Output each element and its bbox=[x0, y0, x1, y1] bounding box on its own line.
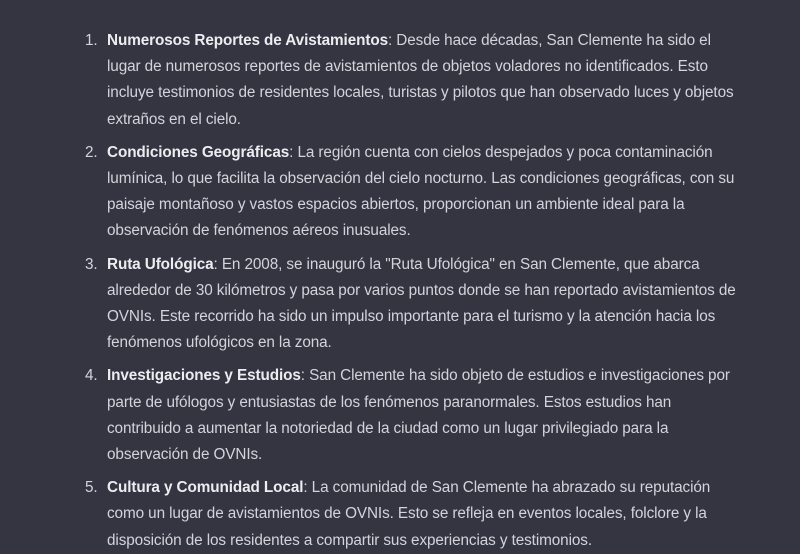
list-item bbox=[80, 140, 740, 245]
list-item bbox=[80, 252, 740, 357]
list-item-text: : La región cuenta con cielos despejados y poca contaminación lumínica, lo que facilita la observación del cielo nocturno. Las condiciones geográficas, con su paisaje montañoso y vastos espacios abiertos, proporcionan un ambiente ideal para la observación de fenómenos aéreos inusuales. bbox=[107, 143, 735, 240]
list-item-number: 3. bbox=[85, 255, 98, 273]
list-item-title: Cultura y Comunidad Local bbox=[107, 479, 304, 497]
list-item-text: : En 2008, se inauguró la "Ruta Ufológica" en San Clemente, que abarca alrededor de 30 kilómetros y pasa por varios puntos donde se han reportado avistamientos de OVNIs. Este recorrido ha sido un impulso importante para el turismo y la atención hacia los fenómenos ufológicos en la zona. bbox=[107, 255, 736, 352]
list-item-title: Investigaciones y Estudios bbox=[107, 367, 301, 385]
list-item bbox=[80, 28, 740, 133]
list-item-text: : San Clemente ha sido objeto de estudios e investigaciones por parte de ufólogos y entusiastas de los fenómenos paranormales. Estos estudios han contribuido a aumentar la notoriedad de la ciudad como un lugar privilegiado para la observación de OVNIs. bbox=[107, 367, 730, 464]
list-item-number: 2. bbox=[85, 143, 98, 161]
list-item-number: 1. bbox=[85, 32, 98, 49]
list-item bbox=[80, 475, 740, 554]
list-item-title: Condiciones Geográficas bbox=[107, 143, 290, 161]
list-item bbox=[80, 363, 740, 468]
list-item-number: 4. bbox=[85, 367, 98, 385]
numbered-list bbox=[80, 28, 740, 554]
list-item-title: Numerosos Reportes de Avistamientos bbox=[107, 32, 388, 49]
list-item-text: : Desde hace décadas, San Clemente ha sido el lugar de numerosos reportes de avistamientos de objetos voladores no identificados. Esto incluye testimonios de residentes locales, turistas y pilotos que han observado luces y objetos extraños en el cielo. bbox=[107, 32, 734, 128]
list-item-text: : La comunidad de San Clemente ha abrazado su reputación como un lugar de avistamientos de OVNIs. Esto se refleja en eventos locales, folclore y la disposición de los residentes a compartir sus experiencias y testimonios. bbox=[107, 479, 711, 549]
list-item-title: Ruta Ufológica bbox=[107, 255, 214, 273]
list-item-number: 5. bbox=[85, 479, 98, 497]
